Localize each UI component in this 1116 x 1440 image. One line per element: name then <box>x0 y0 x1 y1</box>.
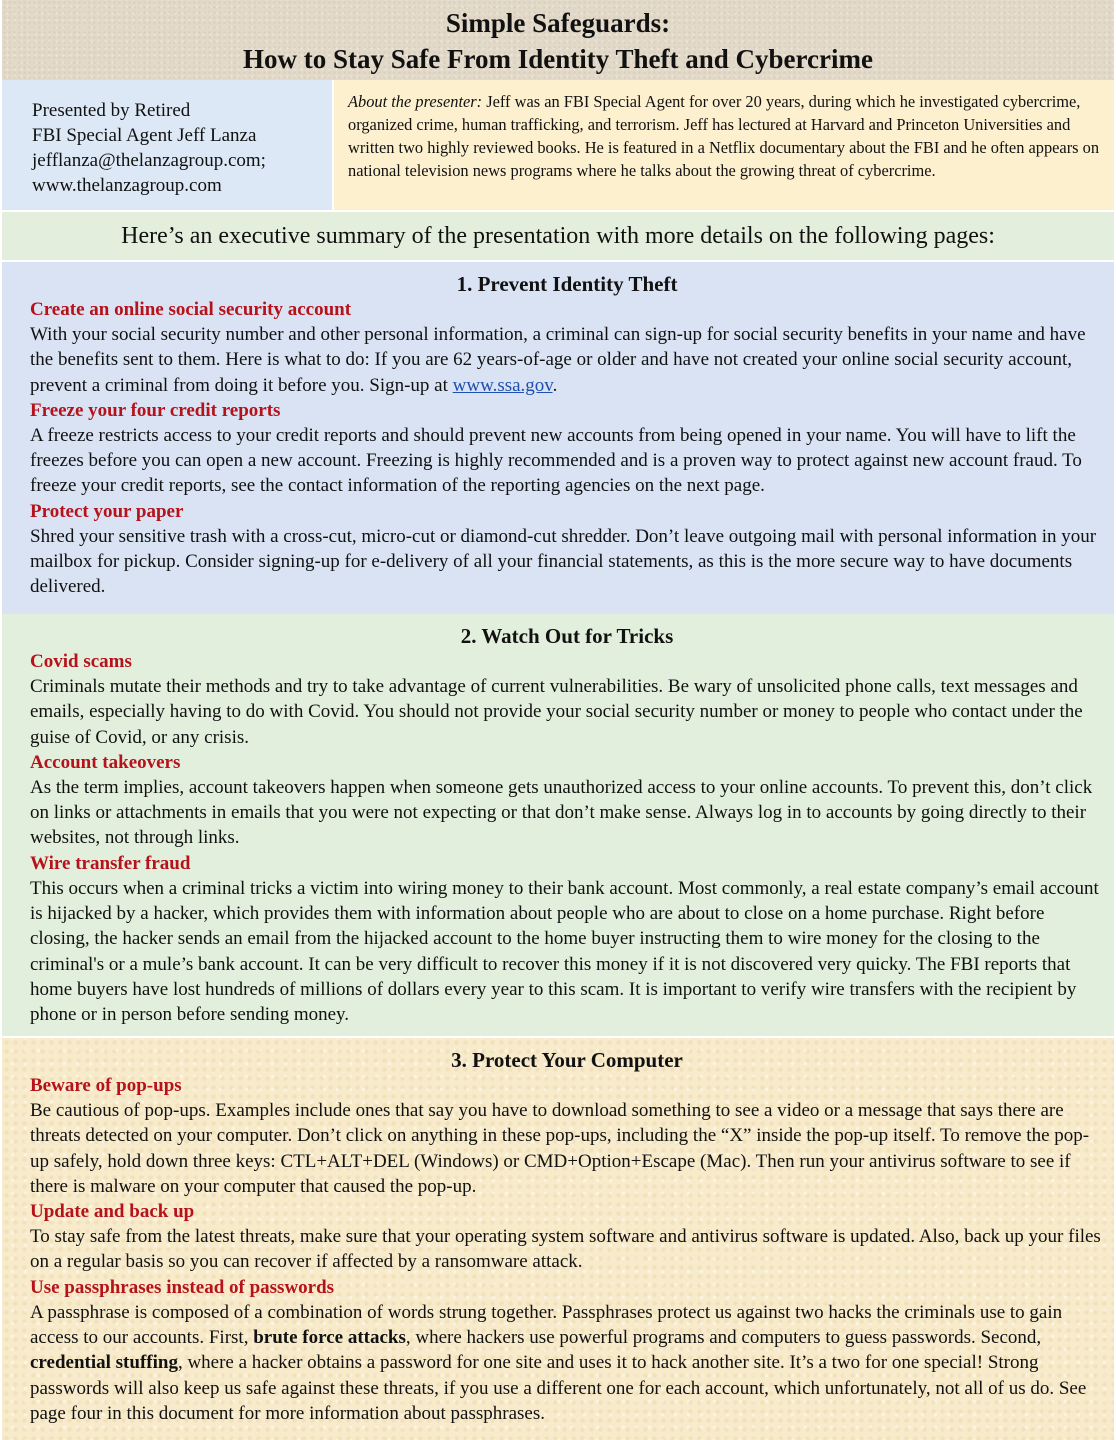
paragraph-account-takeovers: As the term implies, account takeovers happen when someone gets unauthorized access to your online accounts. To prevent this, don’t click on links or attachments in emails that you were not expecting or that don’t make sense. Always log in to accounts by going directly to their websites, not through links. <box>30 776 1093 849</box>
paragraph-text: , where hackers use powerful programs and computers to guess passwords. Second, <box>405 1327 1042 1349</box>
section-title: 3. Protect Your Computer <box>451 1048 683 1072</box>
subheading-freeze-credit: Freeze your four credit reports <box>30 399 281 421</box>
section-protect-your-computer <box>2 1038 1114 1440</box>
ssa-link[interactable]: www.ssa.gov <box>452 374 553 396</box>
paragraph-text: A passphrase is composed of a combination of words strung together. Passphrases protect us against two hacks the criminals use to gain access to our accounts. First, <box>30 1301 1063 1349</box>
paragraph-update-backup: To stay safe from the latest threats, make sure that your operating system software and antivirus software is updated. Also, back up your files on a regular basis so you can recover if affected by a ransomware attack. <box>30 1226 1101 1273</box>
presenter-email: jefflanza@thelanzagroup.com; <box>32 150 266 171</box>
presenter-website: www.thelanzagroup.com <box>32 175 222 196</box>
section-prevent-identity-theft <box>2 262 1114 614</box>
about-presenter <box>334 80 1114 210</box>
section-watch-out-for-tricks <box>2 614 1114 1036</box>
paragraph-protect-paper: Shred your sensitive trash with a cross-cut, micro-cut or diamond-cut shredder. Don’t leave outgoing mail with personal information in your mailbox for pickup. Consider signing-up for e-delivery of all your financial statements, as this is the more secure way to have documents delivered. <box>30 525 1097 598</box>
subheading-account-takeovers: Account takeovers <box>30 751 181 773</box>
executive-summary-banner: Here’s an executive summary of the presentation with more details on the following pages: <box>2 212 1114 260</box>
paragraph-covid-scams: Criminals mutate their methods and try to take advantage of current vulnerabilities. Be wary of unsolicited phone calls, text messages and emails, especially having to do with Covid. You should not provide your social security number or money to people who contact under the guise of Covid, or any crisis. <box>30 676 1083 748</box>
subheading-covid-scams: Covid scams <box>30 651 132 672</box>
section-title: 1. Prevent Identity Theft <box>456 272 678 296</box>
paragraph-freeze-credit: A freeze restricts access to your credit reports and should prevent new accounts from being opened in your name. You will have to lift the freezes before you can open a new account. Freezing is highly recommended and is a proven way to protect against new account fraud. To freeze your credit reports, see the contact information of the reporting agencies on the next page. <box>30 424 1082 497</box>
document-title-line1: Simple Safeguards: <box>445 8 671 38</box>
subheading-protect-paper: Protect your paper <box>30 500 184 522</box>
term-brute-force: brute force attacks <box>253 1327 406 1349</box>
paragraph-online-ssa-account <box>30 322 1104 398</box>
document-header <box>2 0 1114 80</box>
presenter-line1: Presented by Retired <box>32 100 191 121</box>
paragraph-text: , where a hacker obtains a password for one site and uses it to hack another site. It’s a two for one special! Strong passwords will also keep us safe against these threats, if you use a different one for each account, which unfortunately, not all of us do. See page four in this document for more information about passphrases. <box>30 1352 1087 1424</box>
subheading-online-ssa-account: Create an online social security account <box>30 299 352 320</box>
section-title: 2. Watch Out for Tricks <box>460 624 674 648</box>
paragraph-end: . <box>552 374 558 396</box>
presenter-info <box>2 80 332 210</box>
term-credential-stuffing: credential stuffing <box>30 1352 178 1374</box>
about-text: Jeff was an FBI Special Agent for over 20 years, during which he investigated cybercrime, organized crime, human trafficking, and terrorism. Jeff has lectured at Harvard and Princeton Universities and written two highly reviewed books. He is featured in a Netflix documentary about the FBI and he often appears on national television news programs where he talks about the growing threat of cybercrime. <box>348 92 1100 180</box>
paragraph-pop-ups: Be cautious of pop-ups. Examples include ones that say you have to download something to see a video or a message that says there are threats detected on your computer. Don’t click on anything in these pop-ups, including the “X” inside the pop-up itself. To remove the pop-up safely, hold down three keys: CTL+ALT+DEL (Windows) or CMD+Option+Escape (Mac). Then run your antivirus software to see if there is malware on your computer that caused the pop-up. <box>30 1100 1090 1197</box>
about-label: About the presenter: <box>348 92 483 111</box>
subheading-pop-ups: Beware of pop-ups <box>30 1075 182 1096</box>
paragraph-text: With your social security number and other personal information, a criminal can sign-up for social security benefits in your name and have the benefits sent to them. Here is what to do: If you are 62 years-of-age or older and have not created your online social security account, prevent a criminal from doing it before you. Sign-up at <box>30 324 1086 396</box>
presenter-line2: FBI Special Agent Jeff Lanza <box>32 125 257 146</box>
paragraph-passphrases <box>30 1300 1104 1426</box>
document-title-line2: How to Stay Safe From Identity Theft and Cybercrime <box>243 44 873 74</box>
subheading-passphrases: Use passphrases instead of passwords <box>30 1276 335 1298</box>
subheading-update-backup: Update and back up <box>30 1201 195 1223</box>
subheading-wire-transfer-fraud: Wire transfer fraud <box>30 852 191 874</box>
paragraph-wire-transfer-fraud: This occurs when a criminal tricks a victim into wiring money to their bank account. Most commonly, a real estate company’s email account is hijacked by a hacker, which provides them with information about people who are about to close on a home purchase. Right before closing, the hacker sends an email from the hijacked account to the home buyer instructing them to wire money for the closing to the criminal's or a mule’s bank account. It can be very difficult to recover this money if it is not discovered very quicky. The FBI reports that home buyers have lost hundreds of millions of dollars every year to this scam. It is important to verify wire transfers with the recipient by phone or in person before sending money. <box>30 877 1099 1026</box>
